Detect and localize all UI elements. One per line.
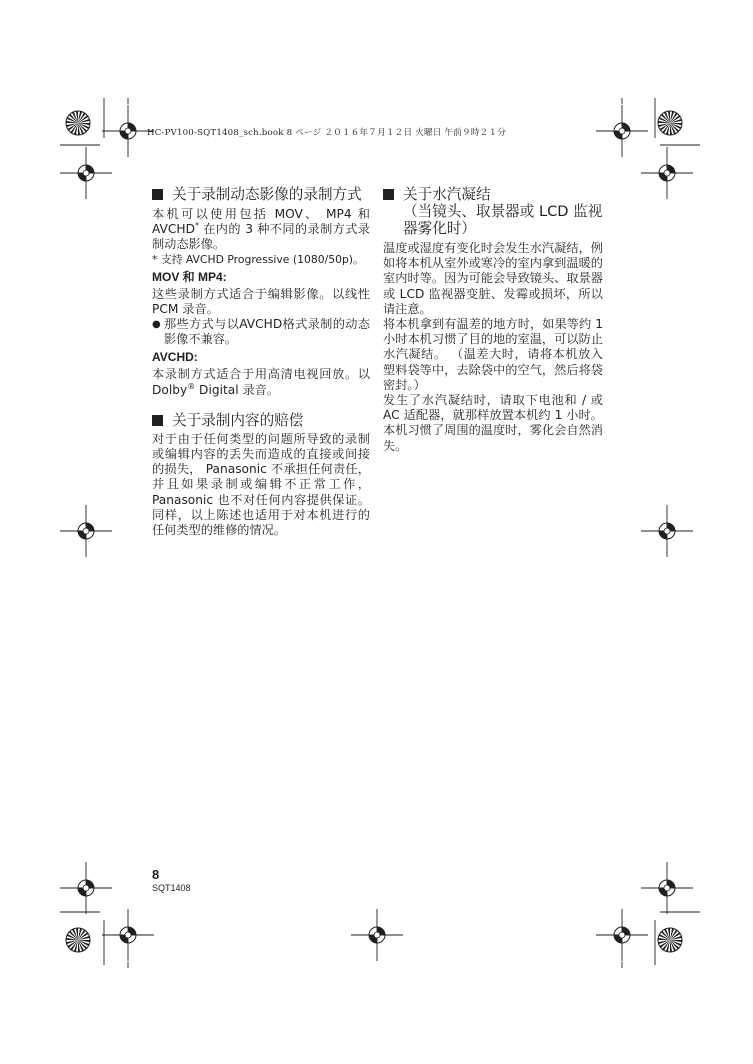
page-footer [152, 868, 191, 894]
document-code: SQT1408 [152, 883, 191, 893]
condensation-paragraph-1: 温度或湿度有变化时会发生水汽凝结，例如将本机从室外或寒冷的室内拿到温暖的室内时等。因为可能会导致镜头、取景器或 LCD 监视器变脏、发霉或损坏，所以请注意。 [383, 241, 603, 316]
registration-crosshair-icon [60, 147, 112, 199]
avchd-description: 本录制方式适合于用高清电视回放。以 Dolby® Digital 录音。 [152, 367, 370, 397]
footnote-avchd-progressive: * 支持 AVCHD Progressive (1080/50p)。 [152, 252, 364, 266]
subheading-avchd: AVCHD: [152, 350, 198, 365]
condensation-paragraph-3: 发生了水汽凝结时，请取下电池和 / 或 AC 适配器，就那样放置本机约 1 小时。本机习惯了周围的温度时，雾化会自然消失。 [383, 393, 603, 453]
compensation-text: 对于由于任何类型的问题所导致的录制或编辑内容的丢失而造成的直接或间接的损失， Panasonic 不承担任何责任，并且如果录制或编辑不正常工作， Panasonic 也不对任何内容提供保证。同样，以上陈述也适用于对本机进行的任何类型的维修的情况。 [152, 431, 370, 538]
square-bullet-icon [383, 189, 394, 200]
page-number: 8 [152, 867, 160, 882]
section-heading-recording-formats: 关于录制动态影像的录制方式 [152, 186, 370, 203]
recording-formats-intro: 本机可以使用包括 MOV、 MP4 和 AVCHD* 在内的 3 种不同的录制方式录制动态影像。 [152, 207, 370, 252]
right-column [383, 186, 603, 454]
subheading-mov-mp4: MOV 和 MP4: [152, 269, 227, 284]
section-heading-condensation: 关于水汽凝结 （当镜头、取景器或 LCD 监视器雾化时） [383, 186, 603, 237]
mov-mp4-description: 这些录制方式适合于编辑影像。以线性 PCM 录音。 [152, 286, 370, 316]
registration-crosshair-icon [102, 909, 154, 961]
bullet-dot-icon: ● [152, 319, 161, 331]
square-bullet-icon [152, 415, 163, 426]
registration-crosshair-icon [596, 909, 648, 961]
registration-starburst-icon [66, 111, 90, 135]
registration-crosshair-icon [641, 505, 693, 557]
registration-crosshair-icon [641, 862, 693, 914]
registration-crosshair-icon [596, 105, 648, 157]
registration-starburst-icon [66, 928, 90, 952]
registration-crosshair-icon [641, 147, 693, 199]
book-file-info: HC-PV100-SQT1408_sch.book 8 ページ ２０１６年７月１２日 火曜日 午前９時２１分 [147, 128, 507, 138]
condensation-paragraph-2: 将本机拿到有温差的地方时，如果等约 1 小时本机习惯了目的地的室温，可以防止水汽凝结。 （温差大时，请将本机放入塑料袋等中，去除袋中的空气，然后将袋密封。） [383, 317, 603, 392]
registration-crosshair-icon [60, 505, 112, 557]
left-column [152, 186, 370, 538]
mov-compatibility-bullet: ● 那些方式与以AVCHD格式录制的动态影像不兼容。 [152, 317, 370, 347]
square-bullet-icon [152, 189, 163, 200]
registration-starburst-icon [658, 111, 682, 135]
registration-crosshair-icon [351, 909, 403, 961]
section-heading-compensation: 关于录制内容的赔偿 [152, 412, 370, 429]
registration-crosshair-icon [60, 862, 112, 914]
registration-starburst-icon [658, 928, 682, 952]
